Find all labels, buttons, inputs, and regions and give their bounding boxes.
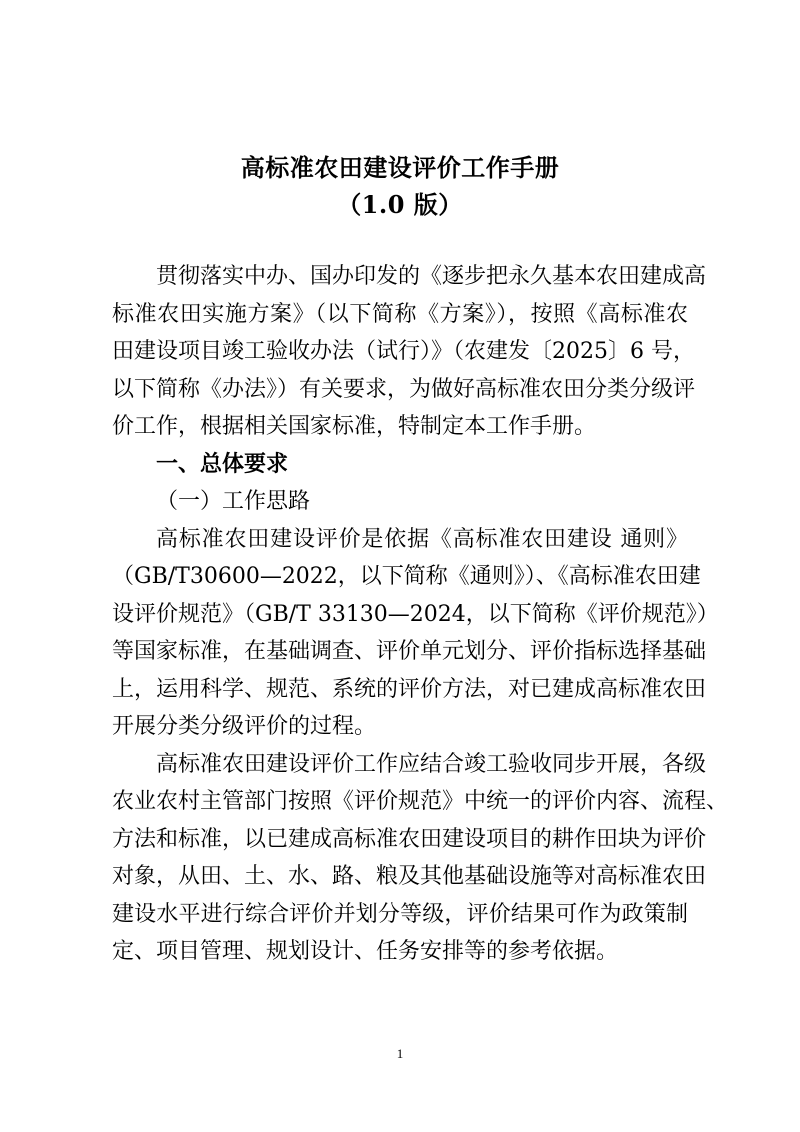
document-body: [112, 258, 729, 971]
paragraph-line: 高标准农田建设评价是依据《高标准农田建设 通则》: [156, 526, 688, 552]
paragraph-line: 农业农村主管部门按照《评价规范》中统一的评价内容、流程、: [112, 789, 729, 814]
intro-paragraph: [112, 258, 707, 446]
section-heading: 一、总体要求: [156, 451, 289, 477]
document-version: （1.0 版）: [337, 190, 463, 219]
paragraph-line: 高标准农田建设评价工作应结合竣工验收同步开展，各级: [156, 751, 707, 777]
paragraph-line: 建设水平进行综合评价并划分等级，评价结果可作为政策制: [112, 901, 688, 927]
paragraph-line: （GB/T30600—2022，以下简称《通则》）、《高标准农田建: [112, 564, 701, 589]
paragraph-line: 上，运用科学、规范、系统的评价方法，对已建成高标准农田: [112, 676, 707, 702]
body-paragraph-1: [112, 521, 719, 746]
paragraph-line: 贯彻落实中办、国办印发的《逐步把永久基本农田建成高: [156, 264, 707, 289]
page-number: 1: [396, 1046, 404, 1061]
paragraph-line: 价工作，根据相关国家标准，特制定本工作手册。: [112, 414, 597, 439]
paragraph-line: 定、项目管理、规划设计、任务安排等的参考依据。: [112, 939, 619, 964]
paragraph-line: 开展分类分级评价的过程。: [112, 714, 377, 739]
document-title: 高标准农田建设评价工作手册: [240, 153, 560, 182]
body-paragraph-2: [112, 746, 729, 971]
paragraph-line: 设评价规范》（GB/T 33130—2024，以下简称《评价规范》）: [112, 601, 719, 627]
paragraph-line: 对象，从田、土、水、路、粮及其他基础设施等对高标准农田: [112, 864, 707, 889]
paragraph-line: 方法和标准，以已建成高标准农田建设项目的耕作田块为评价: [112, 826, 707, 852]
paragraph-line: 田建设项目竣工验收办法（试行）》（农建发〔2025〕6 号，: [112, 339, 695, 364]
paragraph-line: 标准农田实施方案》（以下简称《方案》），按照《高标准农: [112, 301, 688, 327]
paragraph-line: 等国家标准，在基础调查、评价单元划分、评价指标选择基础: [112, 639, 707, 664]
subsection-heading: （一）工作思路: [156, 489, 311, 514]
paragraph-line: 以下简称《办法》）有关要求，为做好高标准农田分类分级评: [112, 376, 696, 402]
